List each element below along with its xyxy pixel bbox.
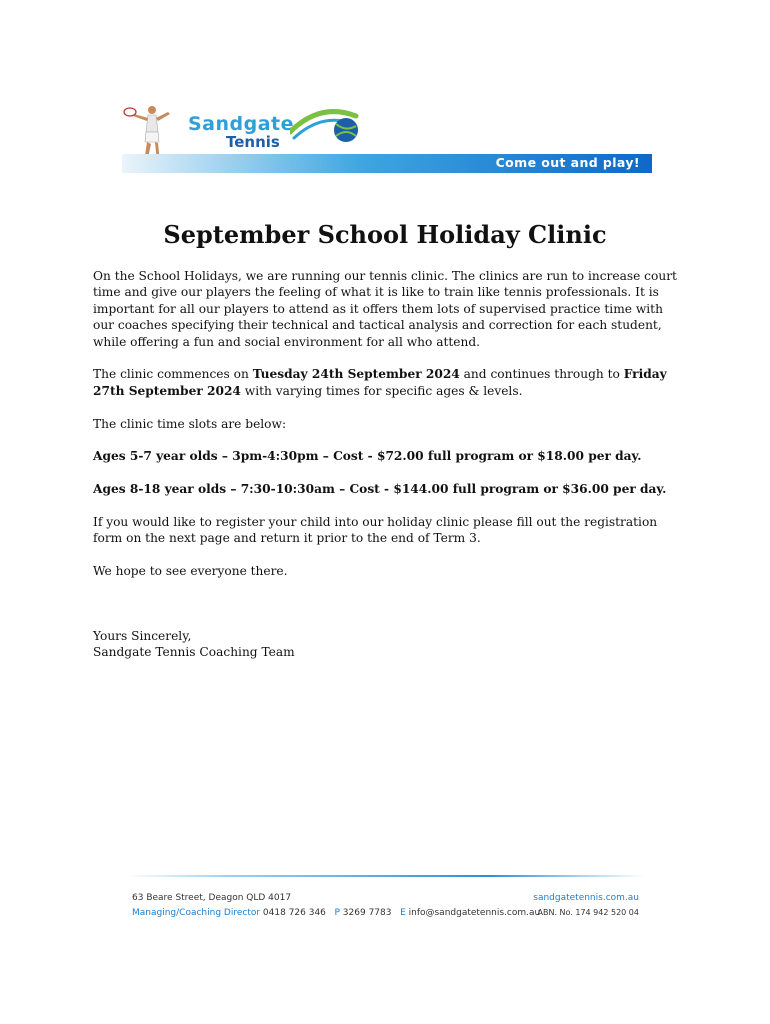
abn-number: ABN. No. 174 942 520 04 — [537, 908, 639, 917]
dates-paragraph — [93, 366, 683, 399]
dates-text-pre: The clinic commences on — [93, 367, 253, 382]
end-date: Friday 27th September 2024 — [93, 367, 667, 398]
time-slot-junior-text: Ages 5-7 year olds – 3pm-4:30pm – Cost - $72.00 full program or $18.00 per day. — [93, 449, 642, 464]
slogan-banner — [122, 154, 652, 173]
slots-intro: The clinic time slots are below: — [93, 416, 287, 431]
start-date: Tuesday 24th September 2024 — [252, 367, 460, 382]
time-slot-junior — [93, 448, 683, 464]
time-slot-senior — [93, 481, 683, 497]
email-label: E — [400, 908, 406, 918]
footer-address: 63 Beare Street, Deagon QLD 4017 — [132, 893, 292, 903]
logo-wordmark — [188, 114, 294, 150]
tennis-ball-swoosh-icon — [290, 102, 360, 150]
spacer — [93, 596, 683, 628]
letterhead — [122, 102, 652, 174]
logo-line-1: Sandgate — [188, 113, 295, 135]
phone-label: P — [334, 908, 340, 918]
email-value[interactable]: info@sandgatetennis.com.au — [405, 908, 541, 918]
register-paragraph: If you would like to register your child into our holiday clinic please fill out the registration form on the next page and return it prior to the end of Term 3. — [93, 515, 658, 546]
director-label: Managing/Coaching Director — [132, 908, 261, 918]
dates-text-mid: and continues through to — [459, 367, 624, 382]
director-phone: 0418 726 346 — [260, 908, 326, 918]
intro-paragraph: On the School Holidays, we are running our tennis clinic. The clinics are run to increase court time and give our players the feeling of what it is like to train like tennis professionals. It is important for all our players to attend as it offers them lots of supervised practice time with our coaches specifying their technical and tactical analysis and correction for each student, while offering a fun and social environment for all who attend. — [93, 269, 677, 349]
logo-line-2: Tennis — [226, 133, 280, 151]
slogan-text: Come out and play! — [495, 155, 640, 170]
footer-contact-row — [132, 908, 540, 918]
closing-line: We hope to see everyone there. — [93, 564, 288, 579]
phone-value: 3269 7783 — [339, 908, 392, 918]
page-title: September School Holiday Clinic — [163, 220, 607, 249]
signature-name: Sandgate Tennis Coaching Team — [93, 645, 295, 660]
signature-salutation: Yours Sincerely, — [93, 629, 192, 644]
footer-divider — [125, 875, 645, 877]
website-link[interactable]: sandgatetennis.com.au — [533, 893, 639, 903]
dates-text-post: with varying times for specific ages & levels. — [240, 383, 523, 398]
letter-body — [93, 268, 683, 661]
time-slot-senior-text: Ages 8-18 year olds – 7:30-10:30am – Cost - $144.00 full program or $36.00 per day. — [93, 482, 667, 497]
